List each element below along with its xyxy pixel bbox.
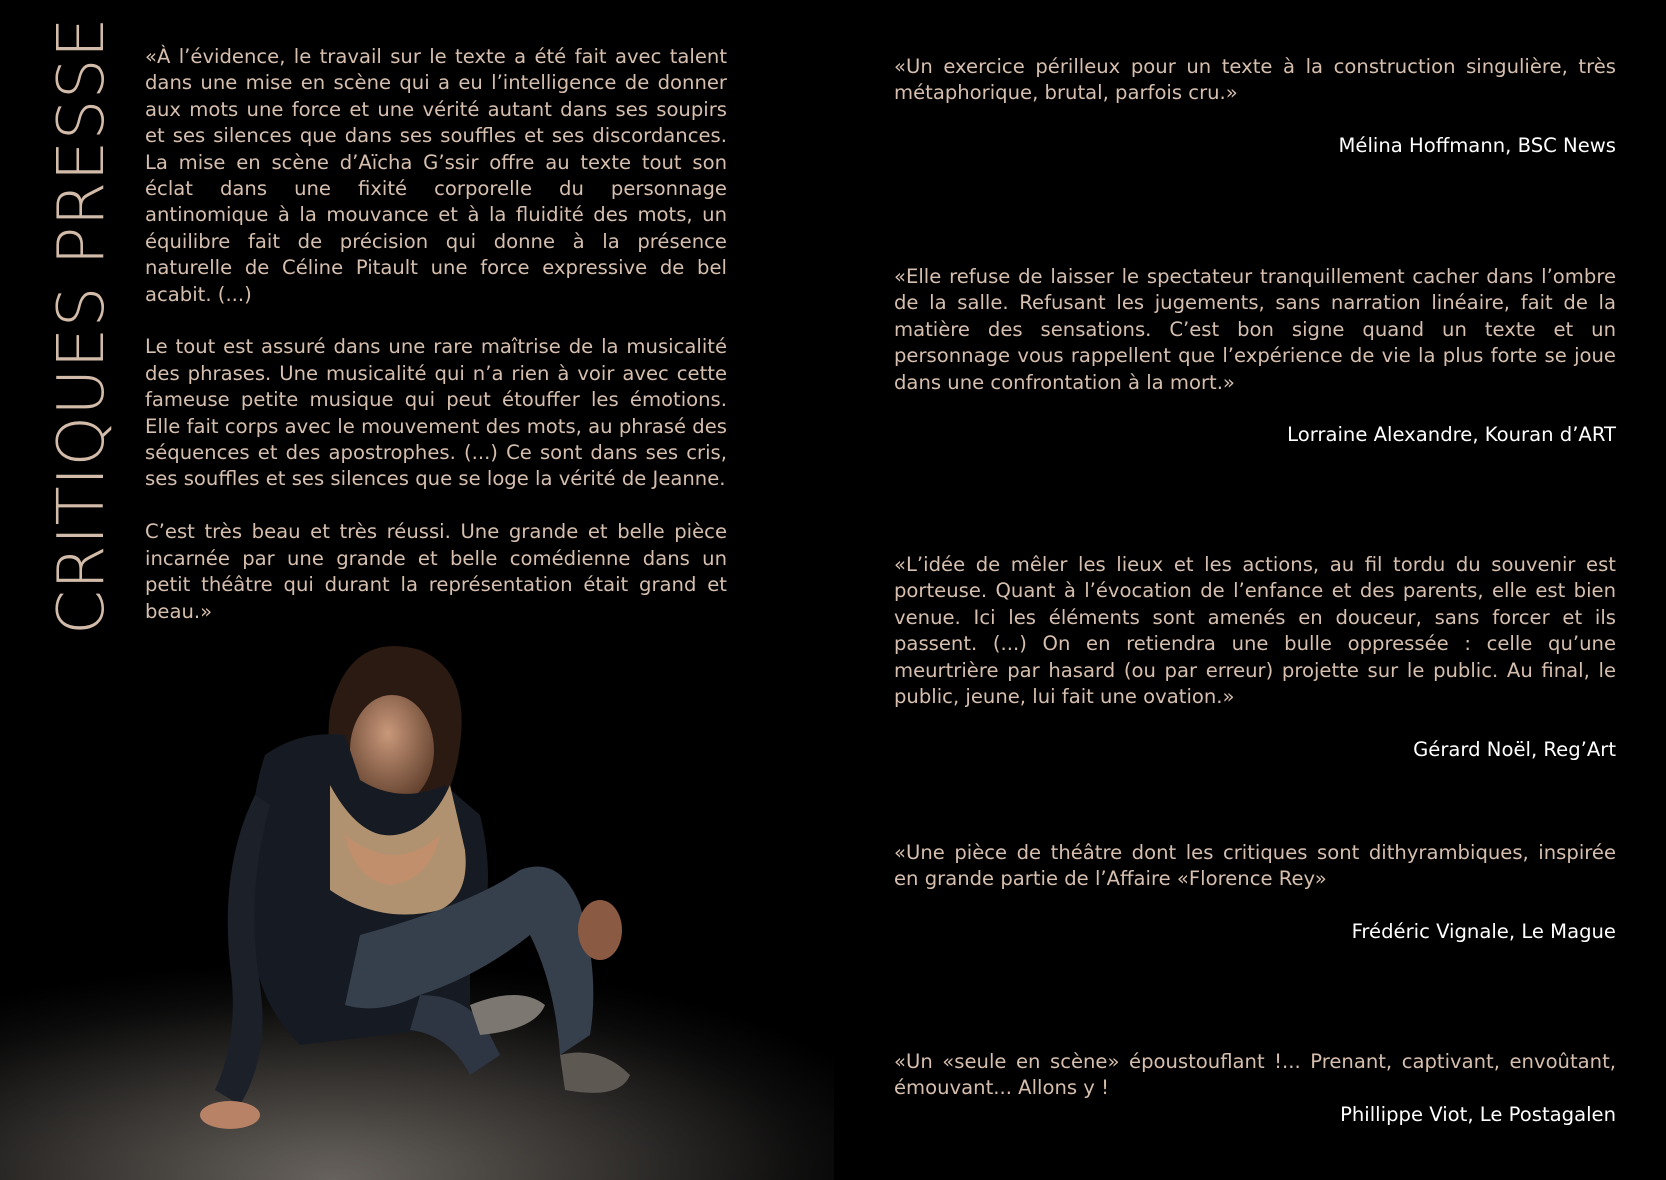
- review-block: [894, 54, 1616, 160]
- review-quote: «Elle refuse de laisser le spectateur tranquillement cacher dans l’ombre de la salle. Refusant les jugements, sans narration linéaire, fait de la matière des sensations. C’est bon signe quand un texte et un personnage vous rappellent que l’expérience de vie la plus forte se joue dans une confrontation à la mort.»: [894, 265, 1616, 394]
- page-title: [45, 17, 119, 635]
- review-quote: «Un exercice périlleux pour un texte à la construction singulière, très métaphorique, brutal, parfois cru.»: [894, 55, 1616, 105]
- review-author: Mélina Hoffmann, BSC News: [1338, 134, 1616, 158]
- page-title-text: CRITIQUES PRESSE: [45, 17, 119, 635]
- review-block: [894, 1049, 1616, 1128]
- review-paragraph-3: C’est très beau et très réussi. Une grande et belle pièce incarnée par une grande et belle comédienne dans un petit théâtre qui durant la représentation était grand et beau.»: [145, 520, 727, 623]
- review-author: Phillippe Viot, Le Postagalen: [1340, 1102, 1616, 1126]
- review-quote: «Un «seule en scène» époustouflant !... Prenant, captivant, envoûtant, émouvant... Allons y !: [894, 1050, 1616, 1100]
- review-author: Lorraine Alexandre, Kouran d’ART: [1287, 423, 1616, 447]
- actress-photo: [0, 635, 834, 1180]
- review-author: Frédéric Vignale, Le Mague: [1351, 920, 1616, 944]
- review-author: Gérard Noël, Reg’Art: [1413, 737, 1616, 761]
- review-paragraph-1: «À l’évidence, le travail sur le texte a été fait avec talent dans une mise en scène qui a eu l’intelligence de donner aux mots une force et une vérité autant dans ses soupirs et ses silences que dans ses souffles et ses discordances. La mise en scène d’Aïcha G’ssir offre au texte tout son éclat dans une fixité corporelle du personnage antinomique à la mouvance et à la fluidité des mots, un équilibre fait de précision qui donne à la présence naturelle de Céline Pitault une force expressive de bel acabit. (...): [145, 45, 727, 306]
- main-review: [145, 44, 727, 678]
- review-block: [894, 264, 1616, 449]
- review-paragraph-2: Le tout est assuré dans une rare maîtrise de la musicalité des phrases. Une musicalité qui n’a rien à voir avec cette fameuse petite musique qui peut étouffer les émotions. Elle fait corps avec le mouvement des mots, au phrasé des séquences et des apostrophes. (...) Ce sont dans ses cris, ses souffles et ses silences que se loge la vérité de Jeanne.: [145, 335, 727, 491]
- review-quote: «L’idée de mêler les lieux et les actions, au fil tordu du souvenir est porteuse. Quant à l’évocation de l’enfance et des parents, elle est bien venue. Ici les éléments sont amenés en douceur, sans forcer et ils passent. (...) On en retiendra une bulle oppressée : celle qu’une meurtrière par hasard (ou par erreur) projette sur le public. Au final, le public, jeune, lui fait une ovation.»: [894, 553, 1616, 709]
- right-page: [834, 0, 1666, 1180]
- review-block: [894, 552, 1616, 763]
- review-block: [894, 840, 1616, 946]
- review-quote: «Une pièce de théâtre dont les critiques sont dithyrambiques, inspirée en grande partie de l’Affaire «Florence Rey»: [894, 841, 1616, 891]
